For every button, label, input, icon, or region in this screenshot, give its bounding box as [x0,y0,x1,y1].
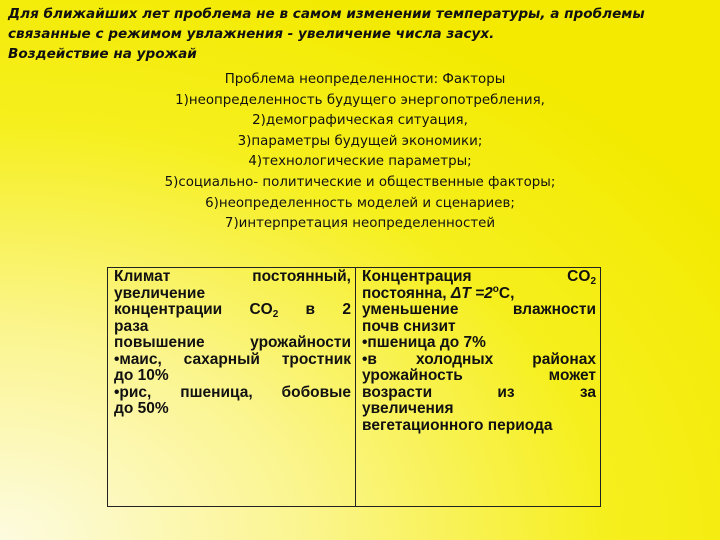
factors-heading: Проблема неопределенности: Факторы [224,72,506,87]
delta-t-symbol: ΔT =2 [450,284,493,302]
intro-line-3: Воздействие на урожай [8,46,197,62]
uncertainty-factors [0,70,720,235]
right-column-cell [356,268,601,507]
left-body-line: повышение урожайности [114,334,351,351]
left-body-line: до 50% [114,400,169,417]
factor-item: 2)демографическая ситуация, [252,113,468,129]
left-header-line: Климат постоянный, [114,268,351,285]
right-body-line: почв снизит [362,317,456,335]
crop-impact-table [107,267,601,507]
right-header-line [362,283,596,303]
factor-item: 1)неопределенность будущего энергопотребления, [175,92,545,108]
right-header-line [362,269,596,286]
right-header-text: постоянна, [362,284,451,302]
right-header-text: C, [498,284,515,302]
intro-line-2: связанные с режимом увлажнения - увеличение числа засух. [8,26,495,42]
intro-text [8,4,713,64]
factor-item: 3)параметры будущей экономики; [237,133,483,149]
co2-subscript: 2 [272,309,279,320]
factor-item: 5)социально- политические и общественные факторы; [164,174,556,190]
left-column-cell [108,268,356,507]
left-header-text: в 2 [278,301,351,318]
left-body-line: •рис, пшеница, бобовые [114,383,351,401]
left-body-line: до 10% [114,367,169,384]
right-header-text: Концентрация CO [362,268,591,285]
intro-line-1: Для ближайших лет проблема не в самом изменении температуры, а проблемы [8,6,645,22]
factor-item: 4)технологические параметры; [248,154,472,170]
right-body-line: уменьшение влажности [362,301,596,318]
left-header-line: раза [114,317,149,335]
right-body-line: урожайность может [362,367,596,384]
right-body-line: вегетационного периода [362,416,553,434]
co2-subscript: 2 [590,276,596,287]
right-body-line: •в холодных районах [362,350,596,368]
factor-item: 7)интерпретация неопределенностей [224,216,496,232]
left-body-line: •маис, сахарный тростник [114,350,351,368]
right-body-line: увеличения [362,400,454,417]
left-header-text: концентрации CO [114,301,273,318]
factor-item: 6)неопределенность моделей и сценариев; [205,195,515,211]
right-body-line: возрасти из за [362,383,596,401]
left-header-line [114,302,351,319]
left-header-line: увеличение [114,284,206,302]
right-body-line: •пшеница до 7% [362,334,486,351]
degree-superscript: o [492,283,499,295]
